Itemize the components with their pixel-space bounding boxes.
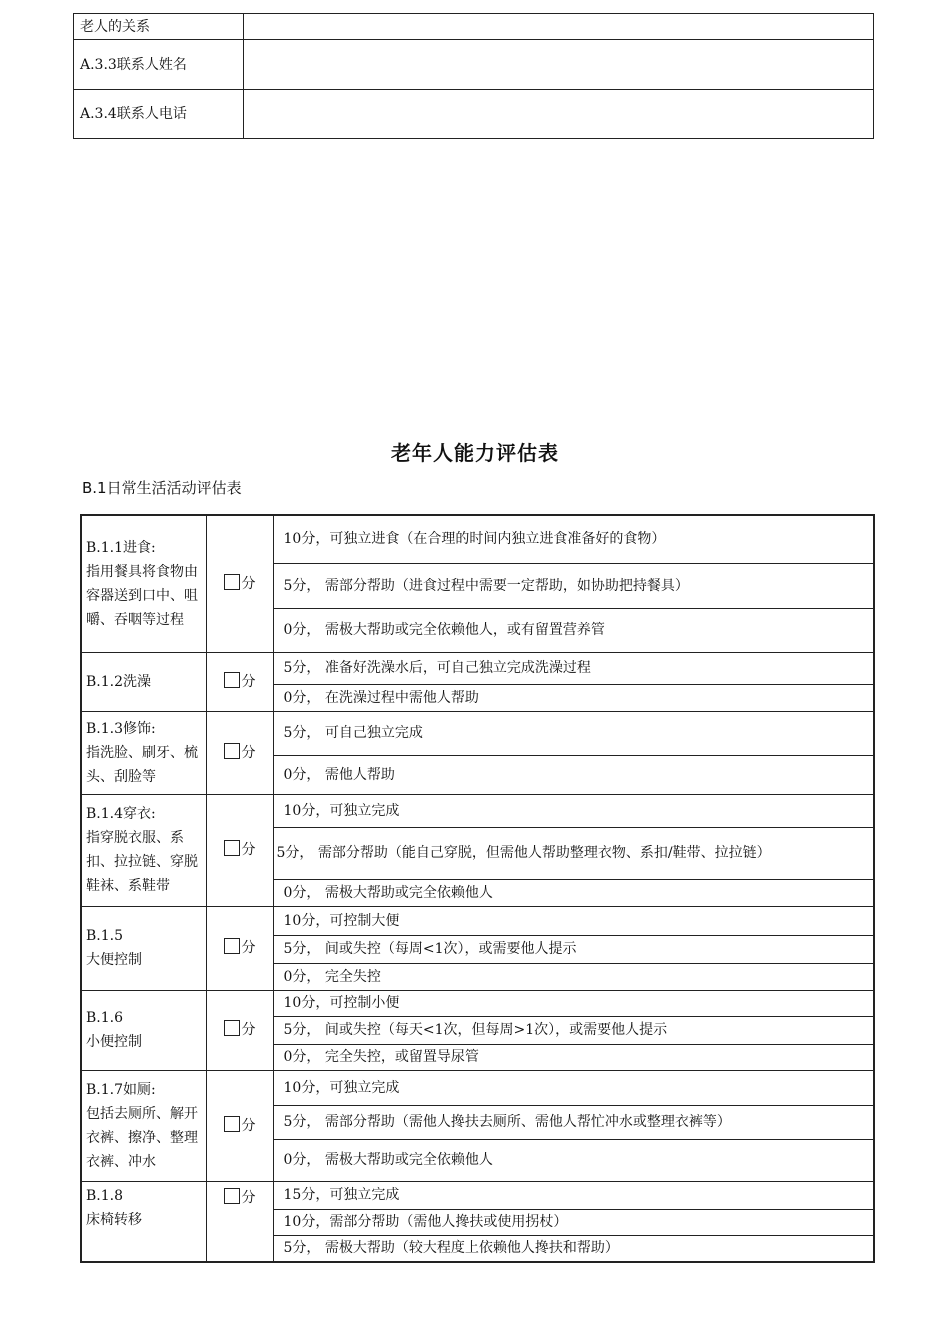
row-label: A.3.3联系人姓名 [74, 40, 244, 90]
item-label-text: B.1.3修饰: 指洗脸、刷牙、梳头、刮脸等 [86, 720, 198, 785]
score-unit: 分 [241, 575, 256, 592]
item-label-text: B.1.6 小便控制 [86, 1010, 142, 1050]
table-row [81, 652, 874, 684]
score-checkbox[interactable] [224, 1116, 240, 1132]
option-text: 5分， 准备好洗澡水后，可自己独立完成洗澡过程 [273, 652, 874, 684]
score-checkbox[interactable] [224, 1020, 240, 1036]
item-label-text: B.1.1进食: 指用餐具将食物由容器送到口中、咀嚼、吞咽等过程 [86, 539, 198, 628]
score-cell [206, 794, 273, 906]
score-checkbox[interactable] [224, 574, 240, 590]
page-title: 老年人能力评估表 [391, 441, 559, 465]
table-row [81, 711, 874, 755]
row-value [244, 14, 874, 40]
table-row [81, 794, 874, 827]
option-text: 0分， 需他人帮助 [273, 755, 874, 794]
item-label-text: B.1.2洗澡 [86, 673, 152, 690]
item-label [81, 990, 206, 1070]
option-text: 15分，可独立完成 [273, 1181, 874, 1209]
score-unit: 分 [241, 673, 256, 690]
score-unit: 分 [241, 744, 256, 761]
option-text: 10分，可控制小便 [273, 990, 874, 1016]
item-label [81, 515, 206, 652]
score-checkbox[interactable] [224, 938, 240, 954]
option-text: 0分， 完全失控 [273, 963, 874, 990]
option-text: 10分，可独立进食（在合理的时间内独立进食准备好的食物） [273, 515, 874, 563]
row-value [244, 40, 874, 90]
score-unit: 分 [241, 1189, 256, 1206]
item-label [81, 1181, 206, 1262]
option-text: 10分，可独立完成 [273, 1070, 874, 1105]
table-row [74, 14, 874, 40]
score-checkbox[interactable] [224, 1188, 240, 1204]
item-label-text: B.1.5 大便控制 [86, 928, 142, 968]
score-checkbox[interactable] [224, 743, 240, 759]
item-label [81, 906, 206, 990]
row-label: 老人的关系 [74, 14, 244, 40]
score-cell [206, 711, 273, 794]
table-row [81, 990, 874, 1016]
table-row [81, 1181, 874, 1209]
item-label [81, 652, 206, 711]
score-checkbox[interactable] [224, 840, 240, 856]
section-title: B.1日常生活活动评估表 [82, 479, 242, 497]
table-row [81, 1070, 874, 1105]
row-label: A.3.4联系人电话 [74, 90, 244, 139]
item-label-text: B.1.7如厕: 包括去厕所、解开衣裤、擦净、整理衣裤、冲水 [86, 1081, 198, 1170]
option-text: 5分， 需极大帮助（较大程度上依赖他人搀扶和帮助） [273, 1235, 874, 1262]
option-text: 10分，需部分帮助（需他人搀扶或使用拐杖） [273, 1209, 874, 1235]
item-label [81, 711, 206, 794]
option-text: 5分， 需部分帮助（进食过程中需要一定帮助，如协助把持餐具） [273, 563, 874, 608]
item-label [81, 794, 206, 906]
option-text: 0分， 完全失控，或留置导尿管 [273, 1044, 874, 1070]
option-text: 10分，可独立完成 [273, 794, 874, 827]
option-text: 5分， 需部分帮助（能自己穿脱，但需他人帮助整理衣物、系扣/鞋带、拉拉链） [273, 827, 874, 879]
score-cell [206, 990, 273, 1070]
option-text: 0分， 在洗澡过程中需他人帮助 [273, 684, 874, 711]
option-text: 0分， 需极大帮助或完全依赖他人 [273, 879, 874, 906]
score-cell [206, 652, 273, 711]
assessment-table [80, 514, 875, 1263]
score-cell [206, 515, 273, 652]
score-cell [206, 906, 273, 990]
item-label-text: B.1.4穿衣: 指穿脱衣服、系扣、拉拉链、穿脱鞋袜、系鞋带 [86, 806, 198, 894]
item-label-text: B.1.8 床椅转移 [86, 1187, 142, 1228]
table-row [81, 906, 874, 935]
table-row [74, 90, 874, 139]
item-label [81, 1070, 206, 1181]
option-text: 5分， 间或失控（每周<1次），或需要他人提示 [273, 935, 874, 963]
contact-table [73, 13, 874, 139]
score-cell [206, 1070, 273, 1181]
option-text: 10分，可控制大便 [273, 906, 874, 935]
option-text: 5分， 需部分帮助（需他人搀扶去厕所、需他人帮忙冲水或整理衣裤等） [273, 1105, 874, 1139]
table-row [74, 40, 874, 90]
row-value [244, 90, 874, 139]
score-unit: 分 [241, 842, 256, 858]
option-text: 0分， 需极大帮助或完全依赖他人，或有留置营养管 [273, 608, 874, 652]
option-text: 5分， 可自己独立完成 [273, 711, 874, 755]
score-unit: 分 [241, 1022, 256, 1038]
score-unit: 分 [241, 940, 256, 956]
option-text: 0分， 需极大帮助或完全依赖他人 [273, 1139, 874, 1181]
option-text: 5分， 间或失控（每天<1次，但每周>1次），或需要他人提示 [273, 1016, 874, 1044]
score-unit: 分 [241, 1117, 256, 1134]
score-cell [206, 1181, 273, 1262]
score-checkbox[interactable] [224, 672, 240, 688]
table-row [81, 515, 874, 563]
